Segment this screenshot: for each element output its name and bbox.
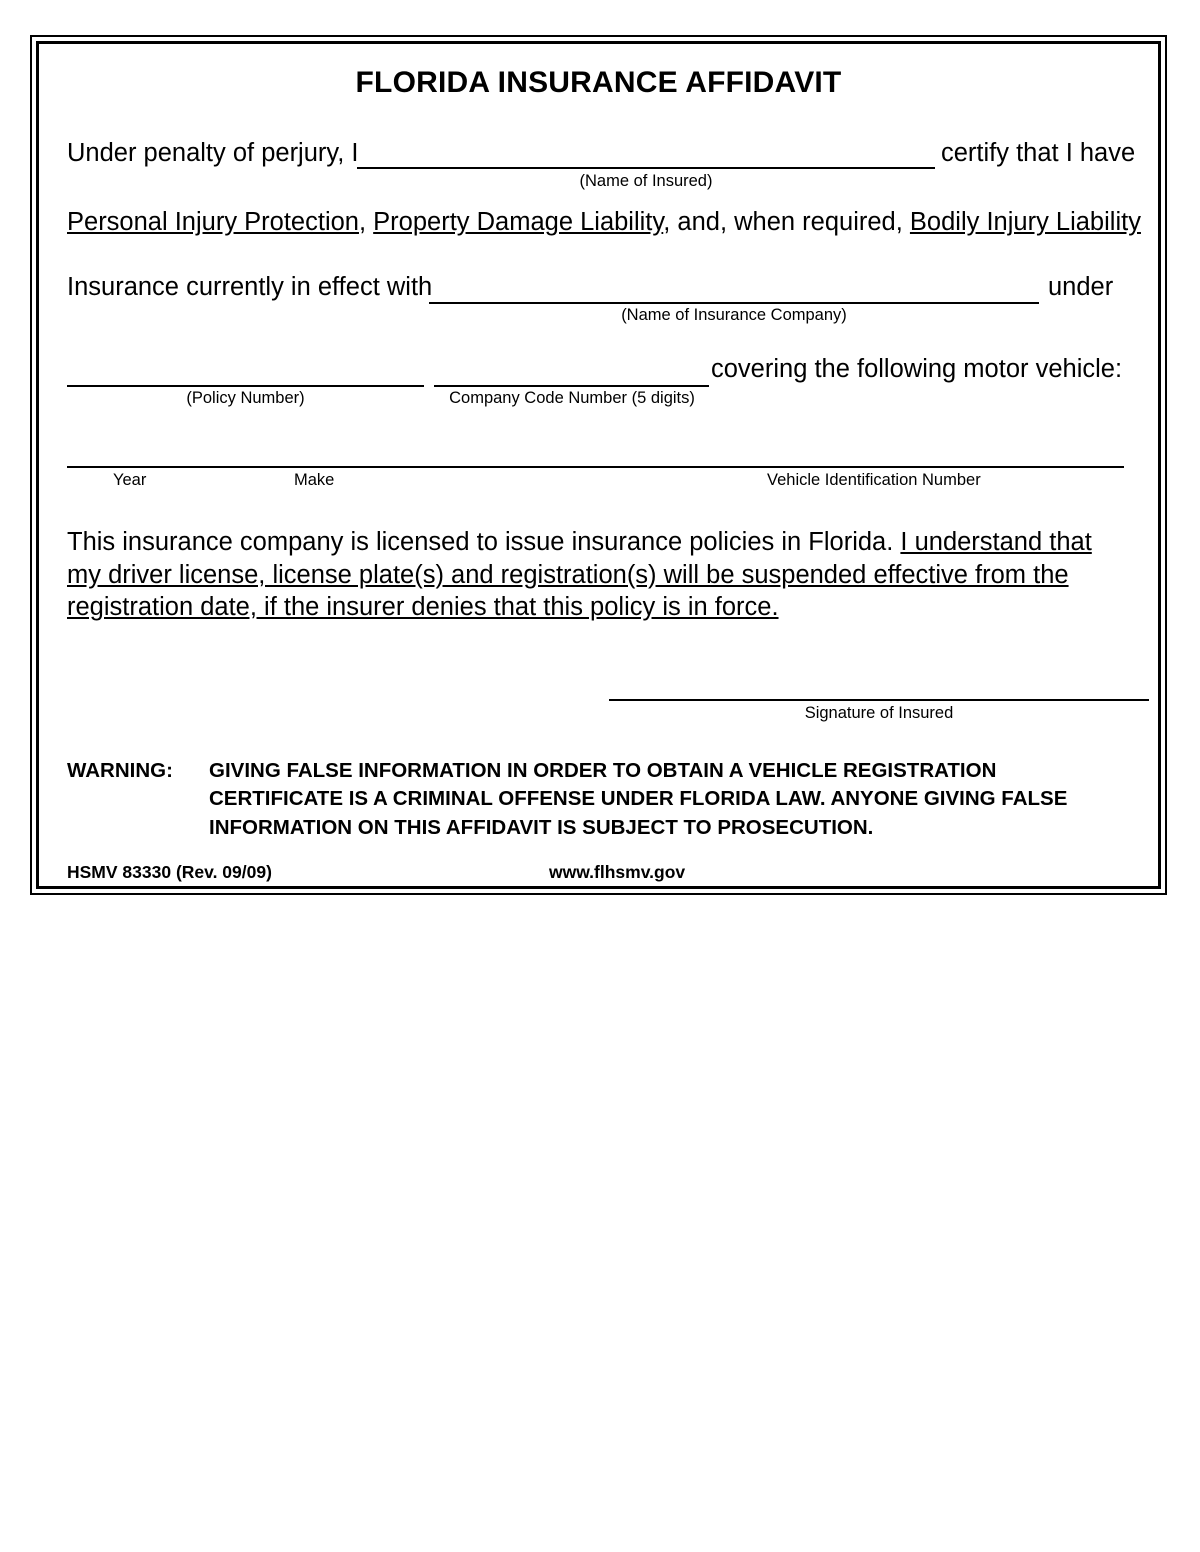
policy-number-caption: (Policy Number): [186, 389, 305, 407]
coverage-separator-1: ,: [358, 208, 367, 236]
insurer-suffix-text: under: [1048, 273, 1114, 301]
name-of-insured-caption: (Name of Insured): [579, 172, 713, 190]
warning-block: [67, 757, 1127, 842]
name-of-insured-fill-line[interactable]: [357, 167, 935, 169]
signature-of-insured-caption: Signature of Insured: [804, 704, 954, 722]
company-code-number-fill-line[interactable]: [434, 385, 709, 387]
form-number: HSMV 83330 (Rev. 09/09): [67, 862, 272, 882]
signature-of-insured-fill-line[interactable]: [609, 699, 1149, 701]
company-code-number-caption: Company Code Number (5 digits): [449, 389, 695, 407]
vehicle-year-label: Year: [113, 471, 147, 489]
licensed-statement-paragraph: [67, 526, 1132, 624]
policy-number-fill-line[interactable]: [67, 385, 424, 387]
licensed-statement-underlined: I understand that my driver license, license plate(s) and registration(s) will be suspended effective from the registration date, if the insurer denies that this policy is in force.: [67, 528, 1092, 622]
page-title: FLORIDA INSURANCE AFFIDAVIT: [355, 66, 842, 99]
coverage-separator-2: , and, when required,: [663, 208, 903, 236]
coverage-types-line: [67, 209, 1141, 236]
vehicle-info-fill-line[interactable]: [67, 466, 1124, 468]
warning-label: WARNING:: [67, 759, 173, 782]
vehicle-make-label: Make: [294, 471, 335, 489]
vehicle-identification-number-label: Vehicle Identification Number: [767, 471, 981, 489]
affidavit-form-body: [39, 44, 1158, 886]
warning-text: GIVING FALSE INFORMATION IN ORDER TO OBTAIN A VEHICLE REGISTRATION CERTIFICATE IS A CRIMINAL OFFENSE UNDER FLORIDA LAW. ANYONE GIVING FALSE INFORMATION ON THIS AFFIDAVIT IS SUBJECT TO PROSECUTION.: [209, 759, 1068, 839]
website-link[interactable]: www.flhsmv.gov: [549, 862, 686, 882]
coverage-property-damage-liability: Property Damage Liability: [373, 208, 664, 236]
affidavit-form-border-outer: [30, 35, 1167, 895]
name-of-insurance-company-caption: (Name of Insurance Company): [621, 306, 847, 324]
name-of-insurance-company-fill-line[interactable]: [429, 302, 1039, 304]
coverage-bodily-injury-liability: Bodily Injury Liability: [909, 208, 1141, 236]
affidavit-form-border-inner: [36, 41, 1161, 889]
certification-suffix-text: certify that I have: [941, 139, 1136, 167]
certification-prefix-text: Under penalty of perjury, I: [67, 139, 359, 167]
covering-motor-vehicle-text: covering the following motor vehicle:: [711, 355, 1123, 383]
coverage-personal-injury-protection: Personal Injury Protection: [67, 208, 359, 236]
licensed-statement-plain: This insurance company is licensed to issue insurance policies in Florida.: [67, 528, 894, 556]
insurer-prefix-text: Insurance currently in effect with: [67, 273, 433, 301]
